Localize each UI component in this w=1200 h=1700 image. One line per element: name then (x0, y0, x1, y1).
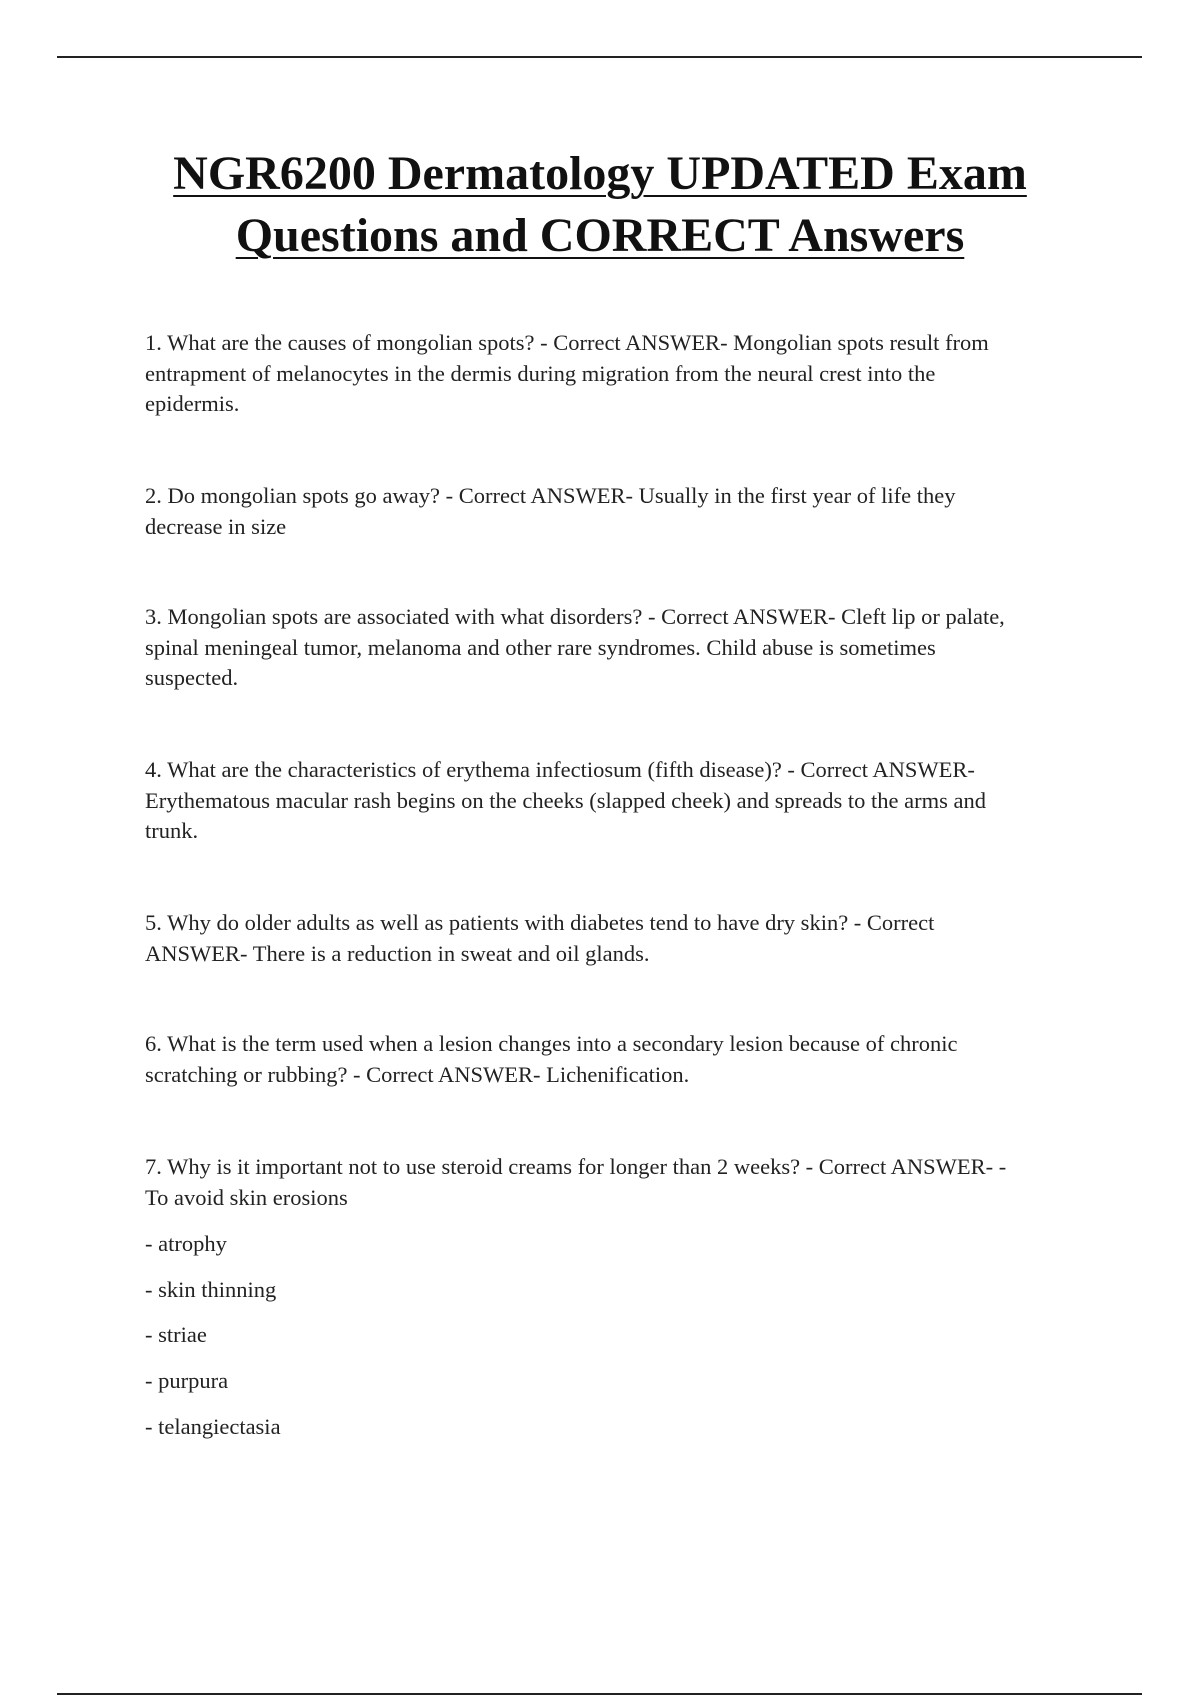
question-6 (145, 1029, 1095, 1090)
question-line: 7. Why is it important not to use steroid creams for longer than 2 weeks? - Correct ANSWER- - (145, 1154, 1007, 1179)
question-5 (145, 908, 1095, 969)
question-line: scratching or rubbing? - Correct ANSWER- Lichenification. (145, 1061, 690, 1087)
bottom-rule (57, 1693, 1142, 1695)
question-line: 1. What are the causes of mongolian spots? - Correct ANSWER- Mongolian spots result from (145, 330, 989, 355)
list-item: - atrophy (145, 1231, 227, 1256)
question-line: 3. Mongolian spots are associated with what disorders? - Correct ANSWER- Cleft lip or palate, (145, 604, 1005, 629)
question-7 (145, 1152, 1095, 1213)
title-line-1: NGR6200 Dermatology UPDATED Exam (173, 147, 1027, 200)
question-line: decrease in size (145, 513, 287, 539)
question-line: 2. Do mongolian spots go away? - Correct ANSWER- Usually in the first year of life they (145, 483, 956, 508)
question-line: entrapment of melanocytes in the dermis during migration from the neural crest into the (145, 360, 936, 386)
question-line: spinal meningeal tumor, melanoma and other rare syndromes. Child abuse is sometimes (145, 634, 936, 660)
page-title (100, 143, 1100, 267)
question-line: To avoid skin erosions (145, 1184, 348, 1210)
question-3 (145, 602, 1095, 694)
question-line: ANSWER- There is a reduction in sweat and oil glands. (145, 940, 650, 966)
question-2 (145, 481, 1095, 542)
question-line: Erythematous macular rash begins on the cheeks (slapped cheek) and spreads to the arms and (145, 787, 986, 813)
list-item: - striae (145, 1322, 207, 1347)
list-item: - skin thinning (145, 1277, 277, 1302)
question-line: 6. What is the term used when a lesion changes into a secondary lesion because of chronic (145, 1031, 958, 1056)
question-line: 4. What are the characteristics of erythema infectiosum (fifth disease)? - Correct ANSWER- (145, 757, 975, 782)
question-1 (145, 328, 1095, 420)
list-item: - telangiectasia (145, 1414, 281, 1439)
question-line: epidermis. (145, 391, 240, 416)
title-line-2: Questions and CORRECT Answers (235, 209, 965, 262)
list-item: - purpura (145, 1368, 229, 1393)
question-line: 5. Why do older adults as well as patients with diabetes tend to have dry skin? - Correct (145, 910, 935, 935)
question-4 (145, 755, 1095, 847)
question-line: trunk. (145, 818, 199, 843)
top-rule (57, 56, 1142, 58)
question-line: suspected. (145, 665, 239, 690)
